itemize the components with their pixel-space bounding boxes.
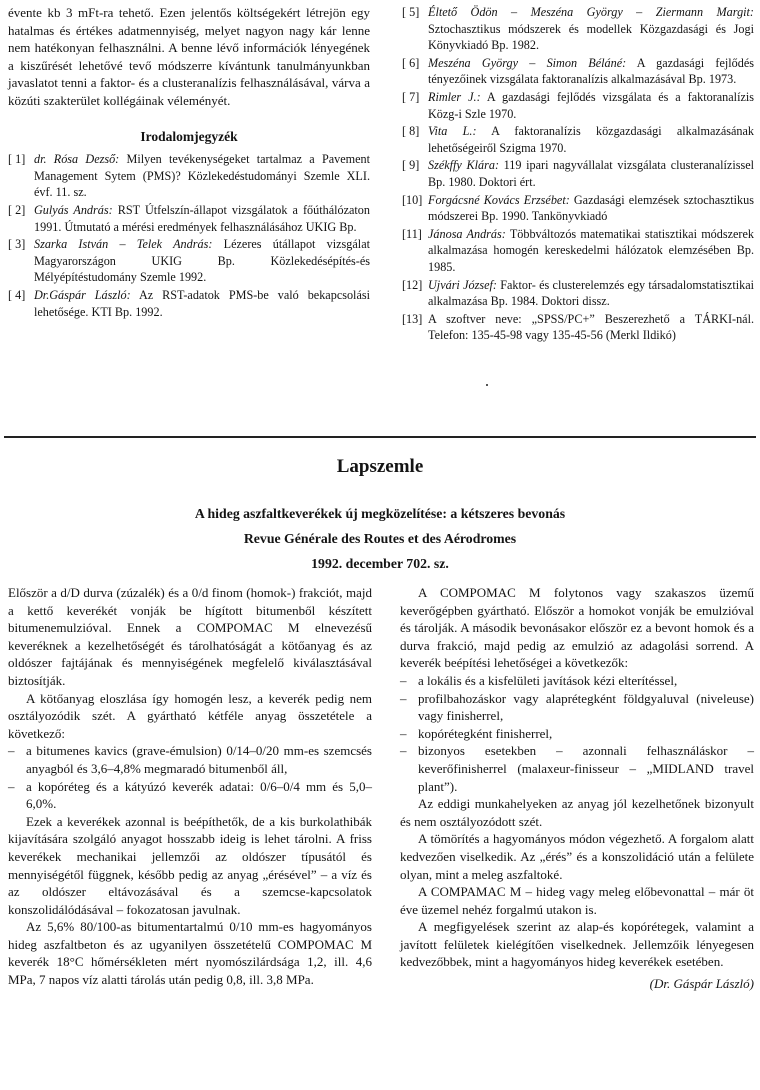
article-paragraph: A tömörítés a hagyományos módon végezhető. A forgalom alatt kedvezően viselkedik. Az „érés” és a konszolidáció után a felülete olyan, mint a meleg aszfaltoké. xyxy=(400,831,754,882)
author-signature: (Dr. Gáspár László) xyxy=(649,976,754,992)
list-item: – kopórétegként finisherrel, xyxy=(400,725,754,743)
reference-number: [10] xyxy=(402,192,423,207)
reference-author: Dr.Gáspár László: xyxy=(34,287,131,302)
print-speck xyxy=(486,384,488,386)
reference-number: [13] xyxy=(402,311,423,326)
reference-body: 119 ipari nagyvállalat vizsgálata clusteranalízissel Bp. 1980. Doktori ért. xyxy=(428,158,754,189)
list-item: – profilbahozáskor vagy alaprétegként földgyaluval (niveleuse) vagy finisherrel, xyxy=(400,690,754,724)
reference-body: A gazdasági fejlődés tényezőinek vizsgálata faktoranalízis alkalmazásával Bp. 1973. xyxy=(428,55,755,87)
article-paragraph: Az eddigi munkahelyeken az anyag jól kezelhetőnek bizonyult és nem osztályozódott szét. xyxy=(400,796,754,829)
reference-body: Többváltozós matematikai statisztikai módszerek alkalmazása homogén kereskedelmi hálózatok elemzésében Bp. 1985. xyxy=(428,226,754,274)
reference-item xyxy=(8,151,370,201)
reference-number: [ 6] xyxy=(402,55,420,70)
list-item-text: a lokális és a kisfelületi javítások kézi elterítéssel, xyxy=(418,672,678,688)
reference-item xyxy=(402,192,754,225)
section-divider xyxy=(4,436,756,438)
reference-author: Rimler J.: xyxy=(428,89,481,104)
reference-text xyxy=(428,55,754,88)
reference-text xyxy=(34,202,370,235)
reference-text xyxy=(34,151,370,201)
reference-number: [ 9] xyxy=(402,158,420,173)
reference-text xyxy=(428,89,754,122)
reference-text xyxy=(428,311,754,344)
reference-text xyxy=(428,192,754,225)
reference-body: Az RST-adatok PMS-be való bekapcsolási lehetősége. KTI Bp. 1992. xyxy=(34,287,370,319)
closing-paragraph: évente kb 3 mFt-ra tehető. Ezen jelentős költségekért létrejön egy hatalmas és értékes adatmennyiség, melyet nagyon nagy kár lenne nem hatékonyan felhasználni. A benne lévő információk lényegének a kiszűrését lehetővé tevő módszerre kívántunk tanulmányunkban javaslatot tenni a faktor- és a clusteranalízis felhasználásával, várva a közúti szakterület kollégáinak véleményét. xyxy=(8,5,370,108)
list-item-text: profilbahozáskor vagy alaprétegként földgyaluval (niveleuse) vagy finisherrel, xyxy=(418,690,754,724)
reference-text xyxy=(428,226,754,276)
reference-number: [12] xyxy=(402,277,423,292)
list-item-text: a kopóréteg és a kátyúzó keverék adatai: 0/6–0/4 mm és 5,0–6,0%. xyxy=(26,778,372,812)
reference-author: Jánosa András: xyxy=(428,226,506,241)
reference-body: Sztochasztikus módszerek és modellek Közgazdasági és Jogi Könyvkiadó Bp. 1982. xyxy=(428,21,754,53)
reference-text xyxy=(428,123,754,156)
article-issue: 1992. december 702. sz. xyxy=(311,556,449,571)
reference-author: Ujvári József: xyxy=(428,277,497,292)
list-item: – bizonyos esetekben – azonnali felhasználáskor – keverőfinisherrel (malaxeur-finisseur – „MIDLAND travel plant”). xyxy=(400,743,754,794)
reference-item xyxy=(402,277,754,310)
reference-number: [ 3] xyxy=(8,237,26,252)
article-paragraph: A kötőanyag eloszlása így homogén lesz, a keverék pedig nem osztályozódik szét. A gyártható kétféle anyag összetétele a következő: xyxy=(8,690,372,741)
list-item: – a lokális és a kisfelületi javítások kézi elterítéssel, xyxy=(400,672,754,690)
reference-item xyxy=(8,236,370,286)
reference-body: A faktoranalízis közgazdasági alkalmazásának lehetőségeiről Szigma 1970. xyxy=(428,124,754,155)
reference-item xyxy=(402,89,754,122)
reference-author: Forgácsné Kovács Erzsébet: xyxy=(428,192,570,207)
article-right-column xyxy=(400,584,754,993)
reference-author: Gulyás András: xyxy=(34,202,113,217)
reference-text xyxy=(428,4,754,54)
article-paragraph: A COMPOMAC M folytonos vagy szakaszos üzemű keverőgépben gyártható. Először a homokot vonják be emulzióval és tárolják. A második bevonásakor először ez a bevont homok és a durva frakció, majd pedig az emulzió az adagolási sorrend. A keverék beépítési lehetőségei a következők: xyxy=(400,585,754,671)
reference-author: Meszéna György – Simon Béláné: xyxy=(428,55,627,70)
reference-author: Éltető Ödön – Meszéna György – Ziermann Margit: xyxy=(428,5,754,19)
reference-item xyxy=(402,157,754,190)
article-paragraph: A megfigyelések szerint az alap-és kopórétegek, valamint a javított felületek kielégítően viselkednek. Jellemzőik lényegesen kedvezőbbek, mint a hagyományos hideg keverékek esetében. xyxy=(400,919,754,970)
section-title: Lapszemle xyxy=(336,456,424,477)
reference-text xyxy=(34,236,370,286)
reference-list-left xyxy=(8,151,370,320)
reference-author: Székffy Klára: xyxy=(428,158,499,173)
reference-author: Vita L.: xyxy=(428,124,477,139)
list-item-text: a bitumenes kavics (grave-émulsion) 0/14–0/20 mm-es szemcsés anyagból és 3,6–4,8% megmaradó bitumenből áll, xyxy=(26,743,372,776)
article-paragraph: Először a d/D durva (zúzalék) és a 0/d finom (homok-) frakciót, majd a kettő keverékét vonják be hígított bitumenből készített bitumenemulzióval. Ennek a COMPOMAC M elnevezésű keveréknek a kezelhetőségét és tárolhatóságát a kötőanyag és az oldószer fajtájának és mennyiségének megfelelő kiválasztásával biztosítják. xyxy=(8,585,372,688)
reference-item xyxy=(402,311,754,344)
article-title: A hideg aszfaltkeverékek új megközelítése: a kétszeres bevonás xyxy=(194,506,566,521)
reference-number: [ 2] xyxy=(8,202,26,217)
list-item: – a bitumenes kavics (grave-émulsion) 0/14–0/20 mm-es szemcsés anyagból és 3,6–4,8% megmaradó bitumenből áll, xyxy=(8,743,372,776)
top-right-column xyxy=(402,4,754,345)
reference-number: [ 8] xyxy=(402,124,420,139)
list-item-text: kopórétegként finisherrel, xyxy=(418,725,553,741)
reference-body: Gazdasági elemzések sztochasztikus módszerei Bp. 1990. Tankönyvkiadó xyxy=(428,192,754,224)
reference-body: Milyen tevékenységeket tartalmaz a Pavement Management Sytem (PMS)? Közlekedéstudományi Szemle XLI. évf. 11. sz. xyxy=(34,152,370,200)
reference-body: RST Útfelszín-állapot vizsgálatok a főúthálózaton 1991. Útmutató a mérési eredmények felhasználásához UKIG Bp. xyxy=(34,202,370,234)
list-item: – a kopóréteg és a kátyúzó keverék adatai: 0/6–0/4 mm és 5,0–6,0%. xyxy=(8,778,372,812)
reference-item xyxy=(402,123,754,156)
reference-text xyxy=(428,157,754,190)
reference-item xyxy=(402,4,754,54)
reference-number: [ 4] xyxy=(8,287,26,302)
list-item-text: bizonyos esetekben – azonnali felhasználáskor – keverőfinisherrel (malaxeur-finisseur – „MIDLAND travel plant”). xyxy=(418,743,754,794)
reference-text xyxy=(428,277,754,310)
article-source: Revue Générale des Routes et des Aérodromes xyxy=(243,531,517,546)
reference-author: dr. Rósa Dezső: xyxy=(34,152,120,167)
article-paragraph: A COMPAMAC M – hideg vagy meleg előbevonattal – már öt éve üzemel nehéz forgalmú utakon is. xyxy=(400,884,754,917)
reference-body: Lézeres útállapot vizsgálat Magyarországon UKIG Bp. Közlekedésépítés-és Mélyépítéstudomány Szemle 1992. xyxy=(34,237,370,285)
reference-item xyxy=(8,202,370,235)
article-left-column xyxy=(8,584,372,989)
article-paragraph: Ezek a keverékek azonnal is beépíthetők, de a kis burkolathibák kijavítására szolgáló anyagot hosszabb ideig is lehet tárolni. A friss keverékek mechanikai jellemzői az oldószer típusától és mennyiségétől függnek, később pedig az anyag „érésével” – a víz és az oldószer eltávozásával és a szemcse-kapcsolatok konszolidálódásával – fokozatosan javulnak. xyxy=(8,813,372,917)
reference-body: A gazdasági fejlődés vizsgálata és a faktoranalízis Közg-i Szle 1970. xyxy=(428,89,754,121)
top-left-column xyxy=(8,4,370,321)
reference-author: Szarka István – Telek András: xyxy=(34,237,213,252)
reference-item xyxy=(402,55,754,88)
article-paragraph: Az 5,6% 80/100-as bitumentartalmú 0/10 mm-es hagyományos hideg aszfaltbeton és az ugyanilyen összetételű COMPOMAC M keverék 18°C hőmérsékleten mért nyomószilárdsága 1,2, ill. 4,6 MPa, 7 napos víz alatti tárolás után pedig 0,8, ill. 3,8 MPa. xyxy=(8,919,372,988)
reference-number: [11] xyxy=(402,226,422,241)
reference-body: A szoftver neve: „SPSS/PC+” Beszerezhető a TÁRKI-nál. Telefon: 135-45-98 vagy 135-45-56 (Merkl Ildikó) xyxy=(428,311,754,343)
reference-number: [ 7] xyxy=(402,89,420,104)
reference-item xyxy=(8,287,370,320)
reference-body: Faktor- és clusterelemzés egy társadalomstatisztikai alkalmazása Bp. 1984. Doktori dissz. xyxy=(428,277,754,309)
reference-number: [ 5] xyxy=(402,5,420,19)
reference-item xyxy=(402,226,754,276)
references-title: Irodalomjegyzék xyxy=(140,128,238,144)
reference-number: [ 1] xyxy=(8,152,26,167)
reference-text xyxy=(34,287,370,320)
